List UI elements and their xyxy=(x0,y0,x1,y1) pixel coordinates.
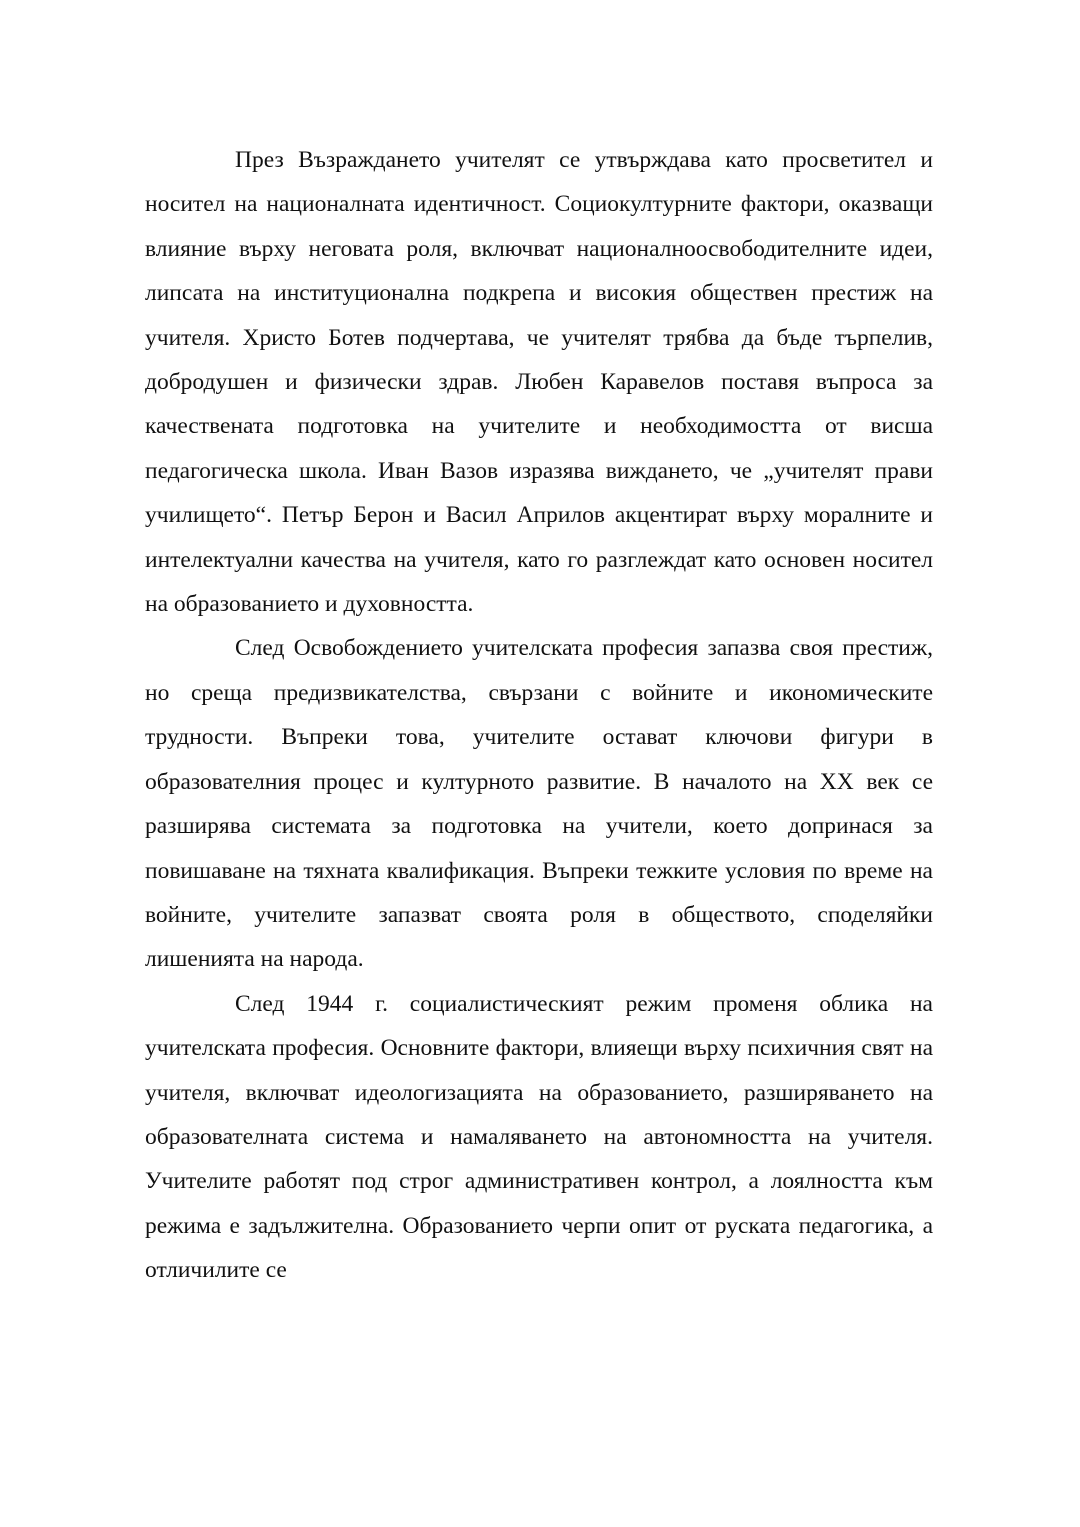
paragraph-revival-era: През Възраждането учителят се утвърждава като просветител и носител на националната идентичност. Социокултурните фактори, оказващи влияние върху неговата роля, включват националноосвободителните идеи, липсата на институционална подкрепа и високия обществен престиж на учителя. Христо Ботев подчертава, че учителят трябва да бъде търпелив, добродушен и физически здрав. Любен Каравелов поставя въпроса за качествената подготовка на учителите и необходимостта от висша педагогическа школа. Иван Вазов изразява виждането, че „учителят прави училището“. Петър Берон и Васил Априлов акцентират върху моралните и интелектуални качества на учителя, като го разглеждат като основен носител на образованието и духовността. xyxy=(145,147,933,618)
paragraph-post-liberation: След Освобождението учителската професия запазва своя престиж, но среща предизвикателства, свързани с войните и икономическите трудности. Въпреки това, учителите остават ключови фигури в образователния процес и културното развитие. В началото на XX век се разширява системата за подготовка на учители, което допринася за повишаване на тяхната квалификация. Въпреки тежките условия по време на войните, учителите запазват своята роля в обществото, споделяйки лишенията на народа. xyxy=(145,635,933,973)
document-body xyxy=(145,138,933,1293)
paragraph-socialist-era: След 1944 г. социалистическият режим променя облика на учителската професия. Основните фактори, влияещи върху психичния свят на учителя, включват идеологизацията на образованието, разширяването на образователната система и намаляването на автономността на учителя. Учителите работят под строг административен контрол, а лоялността към режима е задължителна. Образованието черпи опит от руската педагогика, а отличилите се xyxy=(145,990,933,1284)
